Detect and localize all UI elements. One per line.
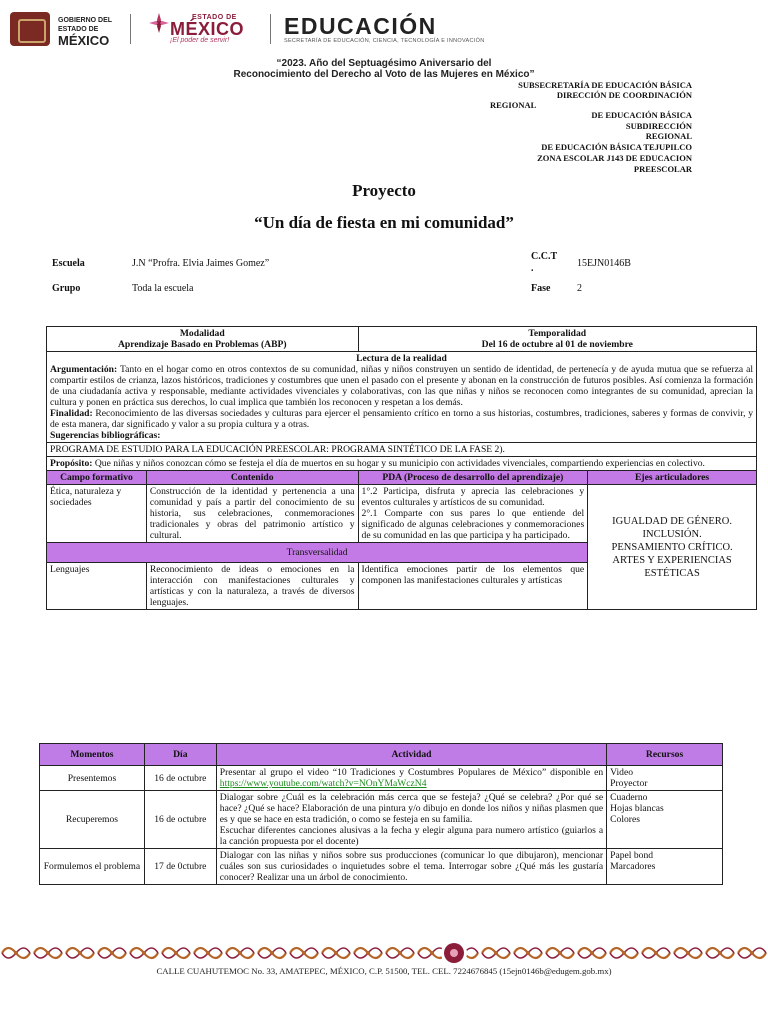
finalidad xyxy=(50,408,753,430)
table-row xyxy=(40,766,723,791)
argumentacion xyxy=(50,364,753,408)
ejes-2: INCLUSIÓN. xyxy=(642,528,702,540)
sugerencias xyxy=(50,430,753,441)
actividad-cell xyxy=(216,766,606,791)
temporalidad-label: Temporalidad xyxy=(528,328,587,339)
recursos-cell xyxy=(607,791,723,849)
finalidad-label: Finalidad: xyxy=(50,408,93,419)
gob-line2: ESTADO DE xyxy=(58,26,99,33)
header-pda: PDA (Proceso de desarrollo del aprendizaje) xyxy=(358,471,588,485)
cct-value: 15EJN0146B xyxy=(577,258,631,269)
sugerencias-text: PROGRAMA DE ESTUDIO PARA LA EDUCACIÓN PREESCOLAR: PROGRAMA SINTÉTICO DE LA FASE 2). xyxy=(50,444,505,455)
sub-line-7: DE EDUCACIÓN BÁSICA TEJUPILCO xyxy=(541,142,692,152)
actividad-cell xyxy=(216,791,606,849)
recurso-item: Marcadores xyxy=(610,861,656,872)
gobierno-seal-icon xyxy=(10,12,50,46)
sugerencias-text-cell xyxy=(47,443,757,457)
sub-line-4: DE EDUCACIÓN BÁSICA xyxy=(591,110,692,120)
plan-table xyxy=(46,326,757,610)
gob-line3: MÉXICO xyxy=(58,33,110,48)
header-divider xyxy=(130,14,131,44)
act-header-recursos: Recursos xyxy=(607,744,723,766)
ejes-cell xyxy=(588,485,757,610)
sub-line-3: REGIONAL xyxy=(490,100,537,110)
sub-line-2: DIRECCIÓN DE COORDINACIÓN xyxy=(556,90,692,100)
dia-cell: 17 de 0ctubre xyxy=(144,849,216,885)
edomex-small: ESTADO DE xyxy=(192,14,237,21)
edomex-logo xyxy=(170,14,244,44)
edomex-slogan: ¡El poder de servir! xyxy=(170,37,230,44)
recurso-item: Proyector xyxy=(610,778,648,789)
ejes-4: ARTES Y EXPERIENCIAS ESTÉTICAS xyxy=(612,554,732,579)
actividad-text-2: Escuchar diferentes canciones alusivas a la fecha y elegir alguna para numero artístico (guiarlos a la canción propuesta por el docente) xyxy=(219,825,604,847)
year-line-2: Reconocimiento del Derecho al Voto de las Mujeres en México” xyxy=(233,69,535,80)
proposito-text: Que niñas y niños conozcan cómo se festeja el día de muertos en su hogar y su municipio con actividades vivenciales, compartiendo experiencias en colectivo. xyxy=(94,458,705,469)
header-contenido: Contenido xyxy=(146,471,358,485)
project-name: “Un día de fiesta en mi comunidad” xyxy=(254,213,514,232)
cct-label: C.C.T xyxy=(531,251,558,262)
grupo-value: Toda la escuela xyxy=(132,283,194,294)
proposito-cell xyxy=(47,457,757,471)
sub-line-5: SUBDIRECCIÓN xyxy=(625,121,692,131)
recursos-cell xyxy=(607,849,723,885)
momento-cell: Recuperemos xyxy=(40,791,145,849)
dia-cell: 16 de octubre xyxy=(144,766,216,791)
video-link[interactable]: https://www.youtube.com/watch?v=NOnYMaWczN4 xyxy=(219,778,427,789)
modalidad-cell xyxy=(47,327,359,352)
ejes-1: IGUALDAD DE GÉNERO. xyxy=(612,515,733,527)
recurso-item: Papel bond xyxy=(610,850,654,861)
row1-pda xyxy=(358,485,588,543)
header-campo: Campo formativo xyxy=(47,471,147,485)
decorative-border xyxy=(0,938,768,968)
cct-dot: . xyxy=(531,263,534,274)
modalidad-label: Modalidad xyxy=(179,328,225,339)
temporalidad-value: Del 16 de octubre al 01 de noviembre xyxy=(481,339,633,350)
grupo-label: Grupo xyxy=(52,283,81,294)
lectura-cell xyxy=(47,352,757,443)
actividad-cell: Dialogar con las niñas y niños sobre sus producciones (comunicar lo que dibujaron), mencionar cuáles son sus curiosidades o inquietudes sobre el tema. Interrogar sobre ¿Qué más les gustaría conocer? Realizar una un árbol de conocimiento. xyxy=(216,849,606,885)
escuela-value: J.N “Profra. Elvia Jaimes Gomez” xyxy=(132,258,270,269)
row2-campo: Lenguajes xyxy=(47,563,147,610)
sugerencias-label: Sugerencias bibliográficas: xyxy=(50,430,161,441)
recursos-cell xyxy=(607,766,723,791)
ejes-3: PENSAMIENTO CRÍTICO. xyxy=(611,541,733,553)
row2-pda: Identifica emociones partir de los elementos que componen las manifestaciones culturales y artísticas xyxy=(358,563,588,610)
momento-cell: Presentemos xyxy=(40,766,145,791)
educacion-title: EDUCACIÓN xyxy=(284,13,437,39)
sub-line-8: ZONA ESCOLAR J143 DE EDUCACION xyxy=(537,153,692,163)
recurso-item: Cuaderno xyxy=(610,792,648,803)
finalidad-text: Reconocimiento de las diversas sociedades y culturas para ejercer el pensamiento crítico en torno a sus historias, costumbres, tradiciones, saberes y formas de convivir, y de esta manera, dar significado y valor a su propia cultura y a otras. xyxy=(50,408,753,430)
act-header-momentos: Momentos xyxy=(40,744,145,766)
table-row xyxy=(40,791,723,849)
temporalidad-cell xyxy=(358,327,756,352)
actividad-text: Presentar al grupo el video “10 Tradiciones y Costumbres Populares de México” disponible en xyxy=(219,767,604,778)
edomex-big: MÉXICO xyxy=(170,19,245,39)
edomex-flower-icon xyxy=(148,12,170,34)
recurso-item: Hojas blancas xyxy=(610,803,664,814)
row1-pda-1: 1°.2 Participa, disfruta y aprecia las celebraciones y eventos culturales y artísticos de su comunidad. xyxy=(361,486,585,508)
sub-line-6: REGIONAL xyxy=(645,131,692,141)
row2-contenido: Reconocimiento de ideas o emociones en la interacción con manifestaciones culturales y artísticas y con la naturaleza, a través de diversos lenguajes. xyxy=(146,563,358,610)
modalidad-value: Aprendizaje Basado en Problemas (ABP) xyxy=(117,339,287,350)
momento-cell: Formulemos el problema xyxy=(40,849,145,885)
gobierno-logo-text xyxy=(58,16,112,48)
table-row xyxy=(40,849,723,885)
recurso-item: Colores xyxy=(610,814,640,825)
educacion-subtitle: SECRETARÍA DE EDUCACIÓN, CIENCIA, TECNOLOGÍA E INNOVACIÓN xyxy=(284,38,485,44)
sub-line-9: PREESCOLAR xyxy=(633,164,692,174)
recurso-item: Video xyxy=(610,767,634,778)
fase-value: 2 xyxy=(577,283,582,294)
educacion-logo xyxy=(284,14,484,44)
activities-table xyxy=(39,743,723,885)
project-label: Proyecto xyxy=(352,181,416,200)
argumentacion-text: Tanto en el hogar como en otros contextos de su comunidad, niñas y niños construyen un sentido de identidad, de pertenecía y de ayuda mutua que se refuerza al compartir estilos de crianza, lazos históricos, tradiciones y costumbres que unen el pasado con el presente y abonan en la construcción de futuros posibles. Así comienza la formación de una ciudadanía activa y responsable, mediante actividades vivenciales y colaborativas, con las que niñas y niños se reconocen como integrantes de su comunidad, aprecian la cultura y ponen en práctica sus derechos, lo cual implica que también los reconocen y respetan a los demás. xyxy=(50,364,753,408)
footer-address: CALLE CUAHUTEMOC No. 33, AMATEPEC, MÉXICO, C.P. 51500, TEL. CEL. 7224676845 (15ejn0146b@edugem.gob.mx) xyxy=(156,966,612,976)
header-ejes: Ejes articuladores xyxy=(588,471,757,485)
actividad-text: Dialogar sobre ¿Cuál es la celebración más cerca que se festeja? ¿Qué se celebra? ¿Por qué se hace? ¿Qué se hace? Elaboración de una pintura y/o dibujo en donde los niños y niñas plasmen que es y que se hace en esta tradición, o como se festeja en su familia. xyxy=(219,792,604,825)
lectura-title: Lectura de la realidad xyxy=(356,353,447,364)
sub-line-1: SUBSECRETARÍA DE EDUCACIÓN BÁSICA xyxy=(518,80,692,90)
row1-campo: Ética, naturaleza y sociedades xyxy=(47,485,147,543)
fase-label: Fase xyxy=(531,283,551,294)
act-header-dia: Día xyxy=(144,744,216,766)
escuela-label: Escuela xyxy=(52,258,85,269)
row1-pda-2: 2°.1 Comparte con sus pares lo que entiende del significado de algunas celebraciones y conmemoraciones de su comunidad en las que participa y ha participado. xyxy=(361,508,585,541)
gob-line1: GOBIERNO DEL xyxy=(58,17,113,24)
row1-contenido: Construcción de la identidad y pertenencia a una comunidad y país a partir del conocimiento de su historia, sus celebraciones, conmemoraciones tradicionales y obras del patrimonio artístico y cultural. xyxy=(146,485,358,543)
header-divider-2 xyxy=(270,14,271,44)
argumentacion-label: Argumentación: xyxy=(50,364,118,375)
dia-cell: 16 de octubre xyxy=(144,791,216,849)
proposito-label: Propósito: xyxy=(50,458,93,469)
transversalidad: Transversalidad xyxy=(47,543,588,563)
year-line-1: “2023. Año del Septuagésimo Aniversario del xyxy=(276,58,492,69)
act-header-actividad: Actividad xyxy=(216,744,606,766)
